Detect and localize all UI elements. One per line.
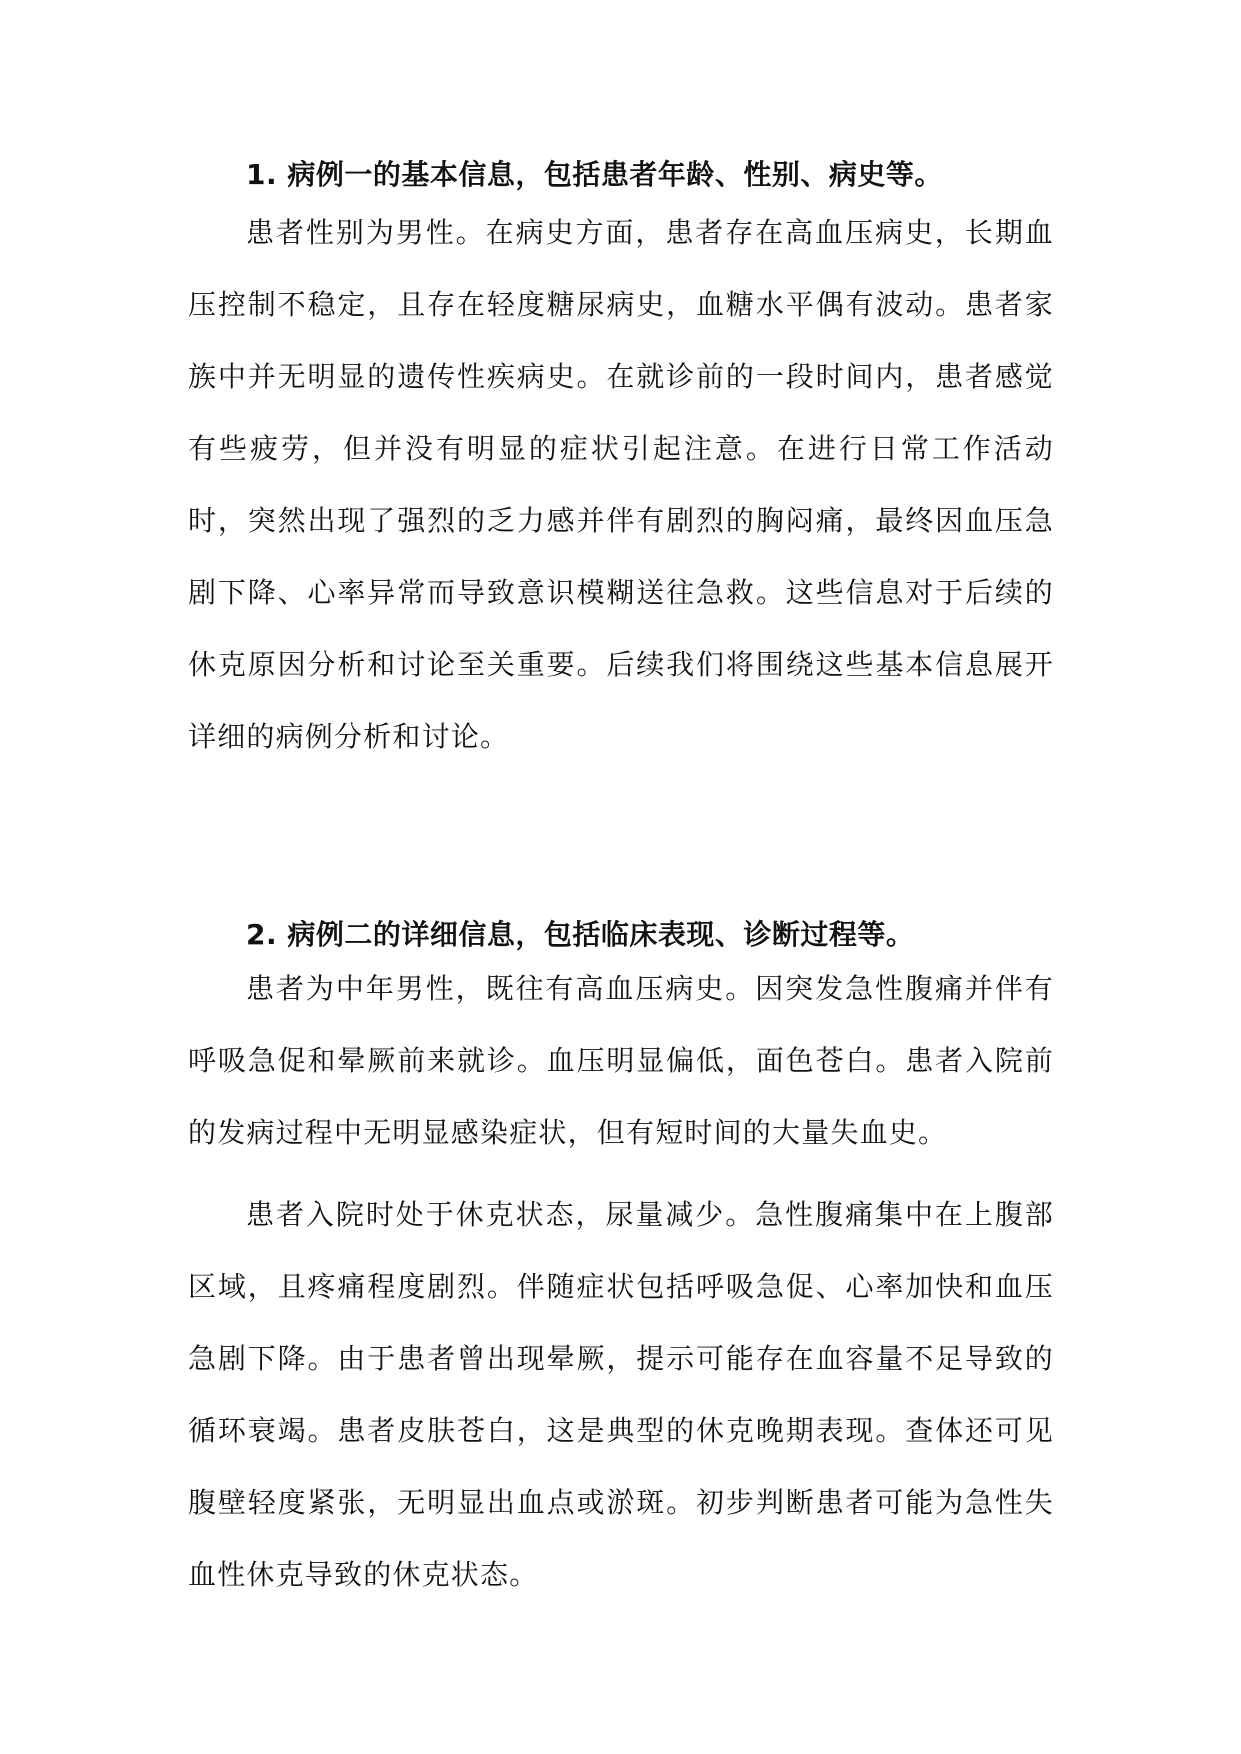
paragraph: 患者入院时处于休克状态，尿量减少。急性腹痛集中在上腹部区域，且疼痛程度剧烈。伴随症状包括呼吸急促、心率加快和血压急剧下降。由于患者曾出现晕厥，提示可能存在血容量不足导致的循环衰竭。患者皮肤苍白，这是典型的休克晚期表现。查体还可见腹壁轻度紧张，无明显出血点或淤斑。初步判断患者可能为急性失血性休克导致的休克状态。 <box>188 1198 1054 1591</box>
section-heading: 1. 病例一的基本信息，包括患者年龄、性别、病史等。 <box>246 158 943 191</box>
section-case-2 <box>188 915 1054 1591</box>
section-case-1 <box>188 155 1054 753</box>
paragraph: 患者性别为男性。在病史方面，患者存在高血压病史，长期血压控制不稳定，且存在轻度糖尿病史，血糖水平偶有波动。患者家族中并无明显的遗传性疾病史。在就诊前的一段时间内，患者感觉有些疲劳，但并没有明显的症状引起注意。在进行日常工作活动时，突然出现了强烈的乏力感并伴有剧烈的胸闷痛，最终因血压急剧下降、心率异常而导致意识模糊送往急救。这些信息对于后续的休克原因分析和讨论至关重要。后续我们将围绕这些基本信息展开详细的病例分析和讨论。 <box>188 216 1054 753</box>
section-heading: 2. 病例二的详细信息，包括临床表现、诊断过程等。 <box>246 918 915 951</box>
paragraph: 患者为中年男性，既往有高血压病史。因突发急性腹痛并伴有呼吸急促和晕厥前来就诊。血压明显偏低，面色苍白。患者入院前的发病过程中无明显感染症状，但有短时间的大量失血史。 <box>188 972 1054 1149</box>
